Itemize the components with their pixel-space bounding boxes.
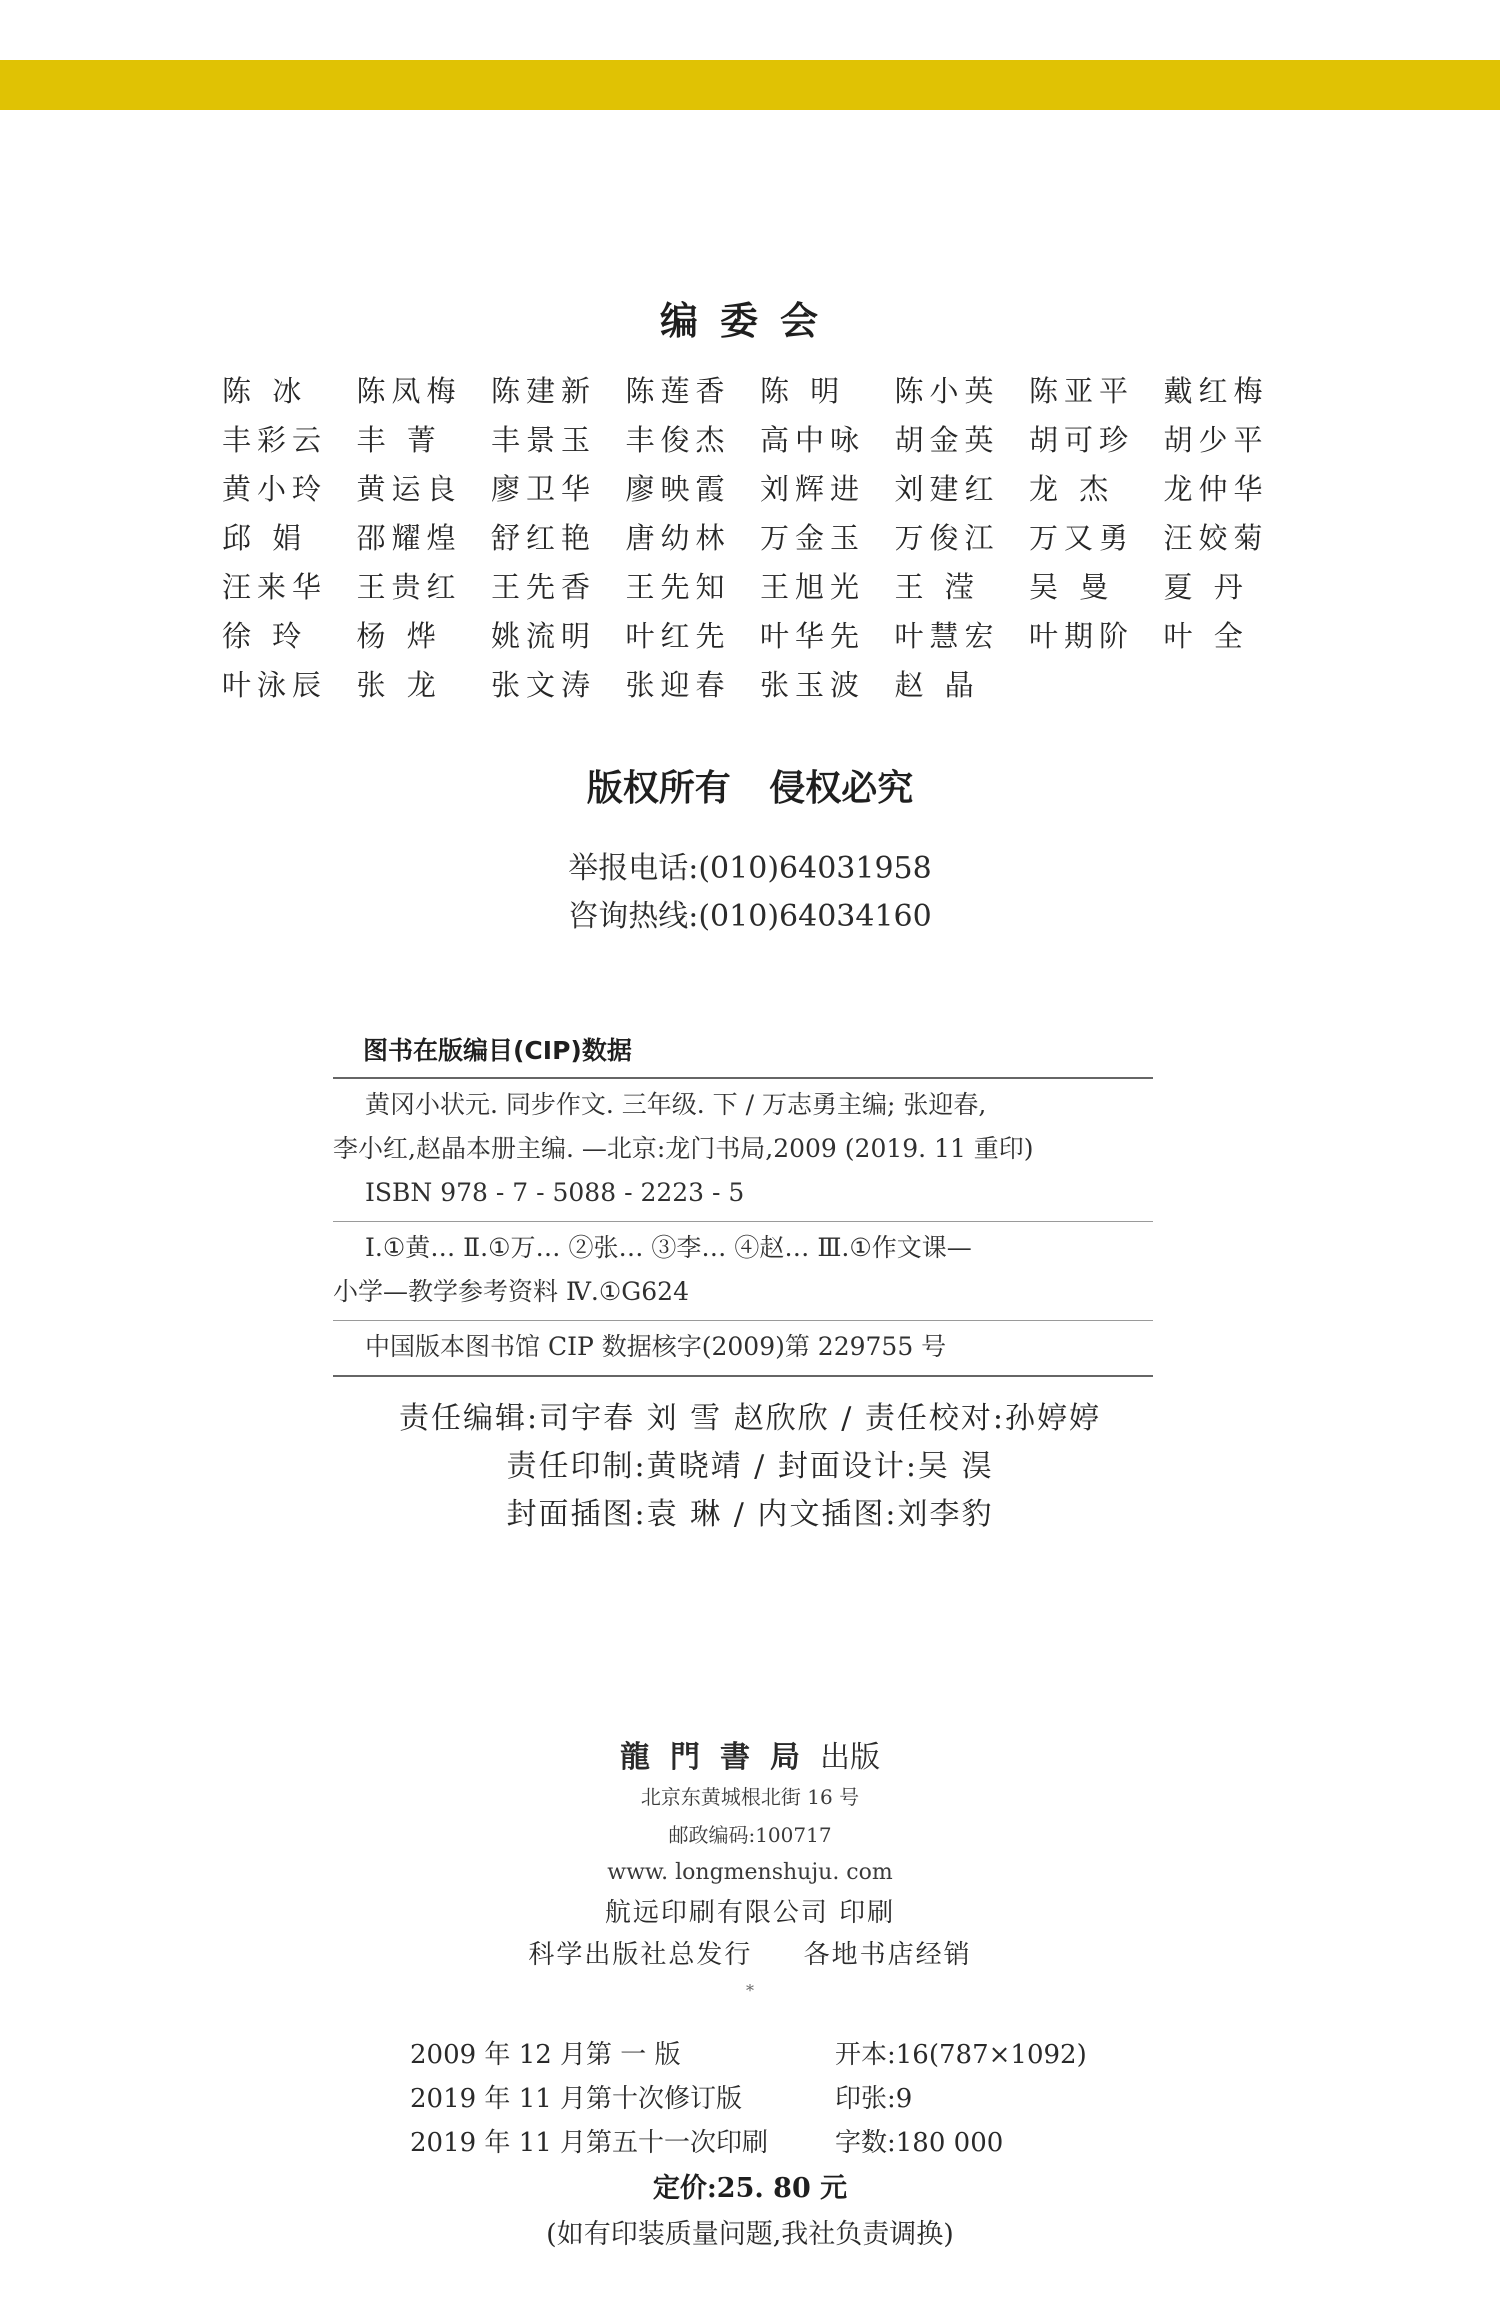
publisher-postcode: 邮政编码:100717 bbox=[668, 1823, 832, 1847]
publisher-line bbox=[0, 1738, 1500, 1778]
cip-bibliographic-entry bbox=[333, 1079, 1153, 1221]
editor-name: 陈建新 bbox=[491, 374, 597, 408]
editor-name: 戴红梅 bbox=[1163, 374, 1269, 408]
cip-record bbox=[333, 1321, 1153, 1375]
editor-name: 叶红先 bbox=[625, 619, 731, 653]
editor-name: 叶期阶 bbox=[1029, 619, 1135, 653]
sellers: 各地书店经销 bbox=[803, 1940, 972, 1970]
printer-line: 航远印刷有限公司 印刷 bbox=[604, 1898, 896, 1928]
editor-name: 夏 丹 bbox=[1163, 570, 1249, 604]
editor-name: 廖卫华 bbox=[491, 472, 597, 506]
cip-imprint-line: 李小红,赵晶本册主编. —北京:龙门书局,2009 (2019. 11 重印) bbox=[333, 1134, 1034, 1163]
editor-name: 杨 烨 bbox=[356, 619, 442, 653]
editor-name: 陈亚平 bbox=[1029, 374, 1135, 408]
editor-name: 徐 玲 bbox=[222, 619, 308, 653]
editor-name: 叶泳辰 bbox=[222, 668, 328, 702]
editor-name: 刘建红 bbox=[894, 472, 1000, 506]
editor-row bbox=[222, 512, 1332, 561]
credit-line: 责任编辑:司宇春 刘 雪 赵欣欣 / 责任校对:孙婷婷 bbox=[398, 1401, 1101, 1436]
distributor: 科学出版社总发行 bbox=[528, 1940, 753, 1970]
editorial-board-title: 编委会 bbox=[659, 298, 840, 343]
editor-row bbox=[222, 414, 1332, 463]
edition-row bbox=[410, 2121, 1130, 2165]
editor-name: 叶慧宏 bbox=[894, 619, 1000, 653]
hotline-phone: 咨询热线:(010)64034160 bbox=[568, 899, 932, 934]
editor-name: 丰彩云 bbox=[222, 423, 328, 457]
editor-name: 邱 娟 bbox=[222, 521, 308, 555]
cip-class-line: 小学—教学参考资料 Ⅳ.①G624 bbox=[333, 1277, 689, 1306]
editor-name: 陈小英 bbox=[894, 374, 1000, 408]
editor-name: 汪来华 bbox=[222, 570, 328, 604]
editor-name: 龙仲华 bbox=[1163, 472, 1269, 506]
price-label: 定价:25. 80 元 bbox=[652, 2173, 848, 2204]
cip-record-number: 中国版本图书馆 CIP 数据核字(2009)第 229755 号 bbox=[365, 1332, 947, 1361]
editor-name: 廖映霞 bbox=[625, 472, 731, 506]
editor-name: 万俊江 bbox=[894, 521, 1000, 555]
editor-name: 王先香 bbox=[491, 570, 597, 604]
contact-block bbox=[0, 845, 1500, 941]
editor-name: 张迎春 bbox=[625, 668, 731, 702]
editor-name: 丰俊杰 bbox=[625, 423, 731, 457]
editor-name: 赵 晶 bbox=[894, 668, 980, 702]
edition-row bbox=[410, 2077, 1130, 2121]
editor-name: 邵耀煌 bbox=[356, 521, 462, 555]
cip-title-line: 黄冈小状元. 同步作文. 三年级. 下 / 万志勇主编; 张迎春, bbox=[365, 1090, 987, 1119]
edition-date: 2019 年 11 月第五十一次印刷 bbox=[410, 2128, 769, 2158]
editor-name: 陈 明 bbox=[760, 374, 846, 408]
editorial-board-list bbox=[222, 365, 1332, 708]
editor-name: 汪姣菊 bbox=[1163, 521, 1269, 555]
quality-note: (如有印装质量问题,我社负责调换) bbox=[546, 2219, 954, 2250]
editor-name: 姚流明 bbox=[491, 619, 597, 653]
editor-name: 万又勇 bbox=[1029, 521, 1135, 555]
editor-name: 陈凤梅 bbox=[356, 374, 462, 408]
editor-name: 黄小玲 bbox=[222, 472, 328, 506]
cip-heading: 图书在版编目(CIP)数据 bbox=[363, 1036, 632, 1065]
editor-name: 王 滢 bbox=[894, 570, 980, 604]
editor-name: 舒红艳 bbox=[491, 521, 597, 555]
editor-name: 王贵红 bbox=[356, 570, 462, 604]
edition-spec: 字数:180 000 bbox=[835, 2128, 1004, 2158]
top-color-band bbox=[0, 60, 1500, 110]
editor-name: 叶华先 bbox=[760, 619, 866, 653]
publisher-suffix: 出版 bbox=[820, 1740, 880, 1775]
editor-name: 胡少平 bbox=[1163, 423, 1269, 457]
editor-name: 万金玉 bbox=[760, 521, 866, 555]
editor-name: 胡金英 bbox=[894, 423, 1000, 457]
cip-classification bbox=[333, 1222, 1153, 1320]
editor-row bbox=[222, 561, 1332, 610]
editor-name: 王先知 bbox=[625, 570, 731, 604]
editor-name: 张文涛 bbox=[491, 668, 597, 702]
editor-name: 黄运良 bbox=[356, 472, 462, 506]
editor-name: 高中咏 bbox=[760, 423, 866, 457]
distribution-line bbox=[0, 1934, 1500, 1976]
credit-line: 封面插图:袁 琳 / 内文插图:刘李豹 bbox=[506, 1497, 994, 1532]
publisher-block bbox=[0, 1738, 1500, 2006]
editor-name: 陈 冰 bbox=[222, 374, 308, 408]
editor-name: 刘辉进 bbox=[760, 472, 866, 506]
separator-mark: * bbox=[746, 1981, 754, 2000]
edition-date: 2019 年 11 月第十次修订版 bbox=[410, 2084, 743, 2114]
cip-bottom-rule bbox=[333, 1375, 1153, 1377]
editor-name: 王旭光 bbox=[760, 570, 866, 604]
cip-data-block bbox=[333, 1025, 1153, 1377]
editor-name: 陈莲香 bbox=[625, 374, 731, 408]
editor-name: 唐幼林 bbox=[625, 521, 731, 555]
editor-row bbox=[222, 463, 1332, 512]
editor-row bbox=[222, 659, 1332, 708]
editor-row bbox=[222, 365, 1332, 414]
edition-spec: 开本:16(787×1092) bbox=[835, 2040, 1087, 2070]
publisher-logo: 龍門書局 bbox=[620, 1740, 820, 1775]
edition-info bbox=[410, 2033, 1130, 2165]
cip-class-line: Ⅰ.①黄… Ⅱ.①万… ②张… ③李… ④赵… Ⅲ.①作文课— bbox=[365, 1233, 972, 1262]
editor-name: 张 龙 bbox=[356, 668, 442, 702]
editor-name: 张玉波 bbox=[760, 668, 866, 702]
editor-name: 丰 菁 bbox=[356, 423, 442, 457]
editor-name: 丰景玉 bbox=[491, 423, 597, 457]
publisher-address: 北京东黄城根北街 16 号 bbox=[640, 1785, 860, 1809]
editor-name: 胡可珍 bbox=[1029, 423, 1135, 457]
report-phone: 举报电话:(010)64031958 bbox=[568, 851, 932, 886]
edition-row bbox=[410, 2033, 1130, 2077]
edition-spec: 印张:9 bbox=[835, 2084, 913, 2114]
editor-name: 龙 杰 bbox=[1029, 472, 1115, 506]
staff-credits bbox=[0, 1395, 1500, 1539]
editor-row bbox=[222, 610, 1332, 659]
copyright-notice: 版权所有 侵权必究 bbox=[586, 767, 914, 809]
cip-isbn: ISBN 978 - 7 - 5088 - 2223 - 5 bbox=[365, 1178, 745, 1207]
edition-date: 2009 年 12 月第 一 版 bbox=[410, 2040, 681, 2070]
editor-name: 叶 全 bbox=[1163, 619, 1249, 653]
credit-line: 责任印制:黄晓靖 / 封面设计:吴 淏 bbox=[506, 1449, 994, 1484]
publisher-website: www. longmenshuju. com bbox=[607, 1860, 893, 1885]
editor-name: 吴 曼 bbox=[1029, 570, 1115, 604]
